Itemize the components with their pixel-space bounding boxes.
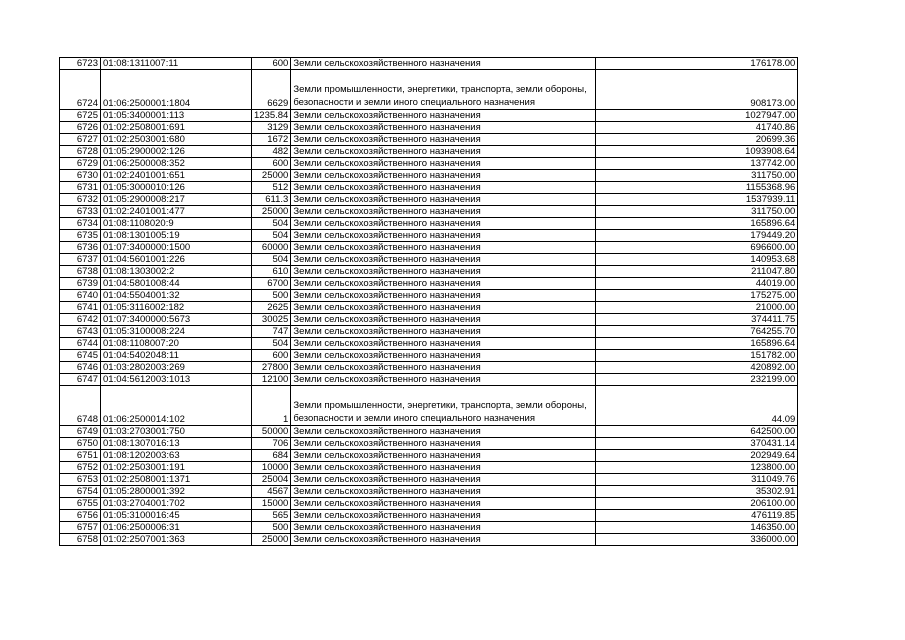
cadastral-value-cell: 206100.00 [596,498,798,510]
table-row [60,194,798,206]
area-cell: 25004 [252,474,291,486]
cadastral-number-cell: 01:05:2800001:392 [101,486,252,498]
cadastral-value-cell: 20699.36 [596,134,798,146]
cadastral-number-cell: 01:05:3100008:224 [101,326,252,338]
area-cell: 12100 [252,374,291,386]
land-category-cell: Земли сельскохозяйственного назначения [291,122,596,134]
cadastral-value-cell: 35302.91 [596,486,798,498]
cadastral-value-cell: 908173.00 [596,70,798,110]
area-cell: 747 [252,326,291,338]
area-cell: 30025 [252,314,291,326]
land-category-cell: Земли сельскохозяйственного назначения [291,462,596,474]
table-row [60,438,798,450]
row-number-cell: 6742 [60,314,101,326]
row-number-cell: 6741 [60,302,101,314]
row-number-cell: 6751 [60,450,101,462]
land-category-cell: Земли сельскохозяйственного назначения [291,450,596,462]
row-number-cell: 6757 [60,522,101,534]
area-cell: 60000 [252,242,291,254]
cadastral-number-cell: 01:02:2401001:477 [101,206,252,218]
land-category-cell: Земли сельскохозяйственного назначения [291,338,596,350]
cadastral-value-cell: 202949.64 [596,450,798,462]
table-row [60,230,798,242]
cadastral-number-cell: 01:03:2704001:702 [101,498,252,510]
cadastral-number-cell: 01:04:5612003:1013 [101,374,252,386]
cadastral-number-cell: 01:05:3000010:126 [101,182,252,194]
land-category-cell: Земли сельскохозяйственного назначения [291,146,596,158]
area-cell: 610 [252,266,291,278]
table-row [60,426,798,438]
row-number-cell: 6733 [60,206,101,218]
cadastral-value-cell: 146350.00 [596,522,798,534]
row-number-cell: 6758 [60,534,101,546]
land-category-cell: Земли сельскохозяйственного назначения [291,158,596,170]
table-row [60,290,798,302]
table-row [60,326,798,338]
land-category-cell: Земли сельскохозяйственного назначения [291,266,596,278]
land-category-cell: Земли промышленности, энергетики, транспорта, земли обороны, безопасности и земли иного специального назначения [291,70,596,110]
land-category-cell: Земли сельскохозяйственного назначения [291,170,596,182]
land-category-cell: Земли промышленности, энергетики, транспорта, земли обороны, безопасности и земли иного специального назначения [291,386,596,426]
row-number-cell: 6731 [60,182,101,194]
table-row [60,218,798,230]
land-category-cell: Земли сельскохозяйственного назначения [291,58,596,70]
table-row [60,338,798,350]
table-row [60,498,798,510]
area-cell: 2625 [252,302,291,314]
land-category-cell: Земли сельскохозяйственного назначения [291,254,596,266]
cadastral-value-cell: 311049.76 [596,474,798,486]
row-number-cell: 6750 [60,438,101,450]
cadastral-number-cell: 01:06:2500001:1804 [101,70,252,110]
table-row [60,510,798,522]
area-cell: 600 [252,58,291,70]
cadastral-value-cell: 165896.64 [596,218,798,230]
table-row [60,374,798,386]
area-cell: 611.3 [252,194,291,206]
cadastral-value-cell: 1155368.96 [596,182,798,194]
land-category-cell: Земли сельскохозяйственного назначения [291,326,596,338]
row-number-cell: 6724 [60,70,101,110]
cadastral-value-cell: 140953.68 [596,254,798,266]
cadastral-number-cell: 01:04:5801008:44 [101,278,252,290]
land-category-cell: Земли сельскохозяйственного назначения [291,278,596,290]
row-number-cell: 6729 [60,158,101,170]
cadastral-number-cell: 01:02:2508001:1371 [101,474,252,486]
area-cell: 50000 [252,426,291,438]
table-body [60,58,798,546]
cadastral-value-cell: 44.09 [596,386,798,426]
cadastral-number-cell: 01:08:1108020:9 [101,218,252,230]
area-cell: 684 [252,450,291,462]
table-row [60,386,798,426]
table-row [60,474,798,486]
cadastral-number-cell: 01:04:5402048:11 [101,350,252,362]
cadastral-number-cell: 01:07:3400000:1500 [101,242,252,254]
row-number-cell: 6740 [60,290,101,302]
cadastral-number-cell: 01:03:2802003:269 [101,362,252,374]
cadastral-number-cell: 01:06:2500014:102 [101,386,252,426]
land-category-cell: Земли сельскохозяйственного назначения [291,350,596,362]
row-number-cell: 6756 [60,510,101,522]
table-row [60,182,798,194]
table-row [60,534,798,546]
area-cell: 706 [252,438,291,450]
cadastral-value-cell: 21000.00 [596,302,798,314]
row-number-cell: 6736 [60,242,101,254]
cadastral-number-cell: 01:02:2401001:651 [101,170,252,182]
cadastral-number-cell: 01:08:1301005:19 [101,230,252,242]
table-row [60,266,798,278]
area-cell: 504 [252,338,291,350]
row-number-cell: 6748 [60,386,101,426]
row-number-cell: 6744 [60,338,101,350]
table-row [60,242,798,254]
cadastral-number-cell: 01:05:3100016:45 [101,510,252,522]
land-category-cell: Земли сельскохозяйственного назначения [291,302,596,314]
land-category-cell: Земли сельскохозяйственного назначения [291,374,596,386]
area-cell: 25000 [252,170,291,182]
table-row [60,254,798,266]
row-number-cell: 6723 [60,58,101,70]
area-cell: 6629 [252,70,291,110]
land-category-cell: Земли сельскохозяйственного назначения [291,206,596,218]
land-category-cell: Земли сельскохозяйственного назначения [291,534,596,546]
land-category-cell: Земли сельскохозяйственного назначения [291,314,596,326]
cadastral-value-cell: 420892.00 [596,362,798,374]
row-number-cell: 6726 [60,122,101,134]
land-category-cell: Земли сельскохозяйственного назначения [291,522,596,534]
cadastral-number-cell: 01:03:2703001:750 [101,426,252,438]
cadastral-value-cell: 311750.00 [596,206,798,218]
cadastral-number-cell: 01:02:2507001:363 [101,534,252,546]
land-category-cell: Земли сельскохозяйственного назначения [291,362,596,374]
land-category-cell: Земли сельскохозяйственного назначения [291,510,596,522]
row-number-cell: 6725 [60,110,101,122]
area-cell: 4567 [252,486,291,498]
row-number-cell: 6730 [60,170,101,182]
cadastral-value-cell: 374411.75 [596,314,798,326]
table-row [60,58,798,70]
cadastral-value-cell: 1093908.64 [596,146,798,158]
table-row [60,134,798,146]
area-cell: 6700 [252,278,291,290]
cadastral-number-cell: 01:04:5504001:32 [101,290,252,302]
cadastral-value-cell: 232199.00 [596,374,798,386]
cadastral-number-cell: 01:02:2503001:680 [101,134,252,146]
cadastral-value-cell: 175275.00 [596,290,798,302]
row-number-cell: 6728 [60,146,101,158]
cadastral-number-cell: 01:08:1303002:2 [101,266,252,278]
cadastral-value-cell: 176178.00 [596,58,798,70]
cadastral-value-cell: 151782.00 [596,350,798,362]
row-number-cell: 6727 [60,134,101,146]
cadastral-value-cell: 44019.00 [596,278,798,290]
table-row [60,302,798,314]
table-row [60,278,798,290]
cadastral-value-cell: 165896.64 [596,338,798,350]
area-cell: 1235.84 [252,110,291,122]
cadastral-value-cell: 370431.14 [596,438,798,450]
land-category-cell: Земли сельскохозяйственного назначения [291,194,596,206]
cadastral-number-cell: 01:06:2500008:352 [101,158,252,170]
cadastral-value-cell: 1537939.11 [596,194,798,206]
cadastral-value-cell: 123800.00 [596,462,798,474]
cadastral-number-cell: 01:04:5601001:226 [101,254,252,266]
area-cell: 10000 [252,462,291,474]
land-category-cell: Земли сельскохозяйственного назначения [291,426,596,438]
row-number-cell: 6739 [60,278,101,290]
cadastral-value-cell: 696600.00 [596,242,798,254]
table-row [60,170,798,182]
row-number-cell: 6743 [60,326,101,338]
cadastral-value-cell: 179449.20 [596,230,798,242]
cadastral-number-cell: 01:07:3400000:5673 [101,314,252,326]
area-cell: 504 [252,254,291,266]
row-number-cell: 6737 [60,254,101,266]
cadastral-number-cell: 01:02:2508001:691 [101,122,252,134]
cadastral-number-cell: 01:06:2500006:31 [101,522,252,534]
land-category-cell: Земли сельскохозяйственного назначения [291,438,596,450]
cadastral-number-cell: 01:08:1311007:11 [101,58,252,70]
area-cell: 15000 [252,498,291,510]
cadastral-number-cell: 01:02:2503001:191 [101,462,252,474]
land-category-cell: Земли сельскохозяйственного назначения [291,474,596,486]
table-row [60,362,798,374]
table-row [60,158,798,170]
cadastral-value-cell: 642500.00 [596,426,798,438]
table-row [60,146,798,158]
land-category-cell: Земли сельскохозяйственного назначения [291,134,596,146]
area-cell: 600 [252,158,291,170]
area-cell: 600 [252,350,291,362]
cadastral-number-cell: 01:05:2900002:126 [101,146,252,158]
land-category-cell: Земли сельскохозяйственного назначения [291,110,596,122]
row-number-cell: 6732 [60,194,101,206]
cadastral-value-cell: 211047.80 [596,266,798,278]
cadastral-number-cell: 01:08:1108007:20 [101,338,252,350]
cadastral-value-cell: 137742.00 [596,158,798,170]
area-cell: 500 [252,522,291,534]
cadastral-value-cell: 764255.70 [596,326,798,338]
land-category-cell: Земли сельскохозяйственного назначения [291,498,596,510]
cadastral-value-cell: 311750.00 [596,170,798,182]
row-number-cell: 6749 [60,426,101,438]
land-registry-table [59,57,798,546]
table-row [60,450,798,462]
table-row [60,110,798,122]
land-category-cell: Земли сельскохозяйственного назначения [291,230,596,242]
row-number-cell: 6754 [60,486,101,498]
area-cell: 3129 [252,122,291,134]
land-category-cell: Земли сельскохозяйственного назначения [291,242,596,254]
row-number-cell: 6735 [60,230,101,242]
cadastral-number-cell: 01:08:1202003:63 [101,450,252,462]
table-row [60,206,798,218]
row-number-cell: 6738 [60,266,101,278]
area-cell: 482 [252,146,291,158]
area-cell: 512 [252,182,291,194]
row-number-cell: 6734 [60,218,101,230]
area-cell: 25000 [252,534,291,546]
table-row [60,314,798,326]
table-row [60,462,798,474]
row-number-cell: 6745 [60,350,101,362]
row-number-cell: 6753 [60,474,101,486]
land-category-cell: Земли сельскохозяйственного назначения [291,218,596,230]
cadastral-number-cell: 01:05:2900008:217 [101,194,252,206]
cadastral-number-cell: 01:05:3116002:182 [101,302,252,314]
table-row [60,350,798,362]
area-cell: 27800 [252,362,291,374]
cadastral-value-cell: 1027947.00 [596,110,798,122]
table-row [60,70,798,110]
table-row [60,522,798,534]
cadastral-value-cell: 336000.00 [596,534,798,546]
cadastral-value-cell: 41740.86 [596,122,798,134]
table-row [60,122,798,134]
row-number-cell: 6747 [60,374,101,386]
row-number-cell: 6746 [60,362,101,374]
land-category-cell: Земли сельскохозяйственного назначения [291,486,596,498]
area-cell: 504 [252,230,291,242]
land-category-cell: Земли сельскохозяйственного назначения [291,290,596,302]
area-cell: 1672 [252,134,291,146]
area-cell: 25000 [252,206,291,218]
area-cell: 504 [252,218,291,230]
area-cell: 500 [252,290,291,302]
row-number-cell: 6755 [60,498,101,510]
area-cell: 1 [252,386,291,426]
cadastral-number-cell: 01:08:1307016:13 [101,438,252,450]
cadastral-number-cell: 01:05:3400001:113 [101,110,252,122]
cadastral-value-cell: 476119.85 [596,510,798,522]
land-category-cell: Земли сельскохозяйственного назначения [291,182,596,194]
table-row [60,486,798,498]
area-cell: 565 [252,510,291,522]
row-number-cell: 6752 [60,462,101,474]
